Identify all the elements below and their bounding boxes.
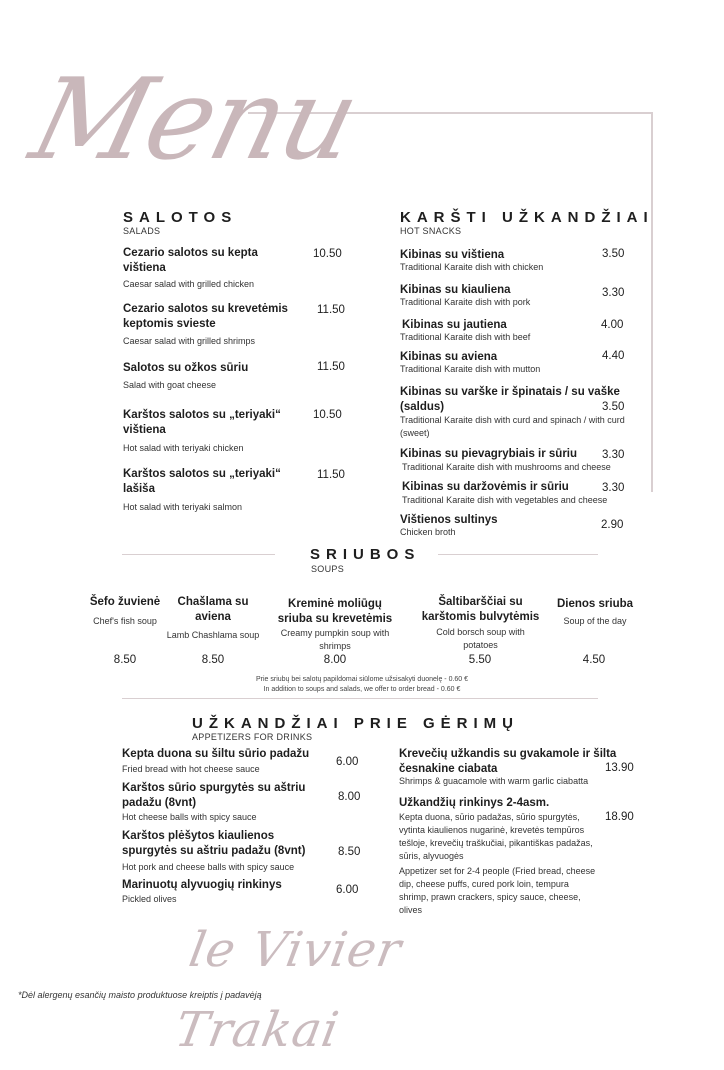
hot-snack-item-desc: Traditional Karaite dish with mutton (400, 364, 541, 374)
soup-item-price: 4.50 (582, 654, 606, 666)
appetizer-item-name: Karštos sūrio spurgytės su aštriu padažu (8vnt) (122, 782, 306, 809)
frame-line-right (651, 112, 653, 492)
appetizers-subtitle: APPETIZERS FOR DRINKS (192, 732, 313, 742)
hot-snack-item-price: 3.50 (602, 401, 625, 413)
salad-item-desc: Salad with goat cheese (123, 380, 217, 390)
hot-snack-item-price: 4.00 (601, 319, 624, 331)
appetizer-item-price: 8.00 (338, 791, 361, 803)
hot-snack-item-desc: Traditional Karaite dish with chicken (400, 262, 544, 272)
soup-item-desc: Soup of the day (563, 616, 627, 626)
hot-snack-item-desc: Traditional Karaite dish with vegetables and cheese (402, 495, 608, 505)
divider-line (122, 554, 275, 555)
salad-item-price: 10.50 (313, 248, 342, 260)
divider-line (122, 698, 598, 699)
soup-item-desc: Lamb Chashlama soup (166, 630, 260, 640)
soup-item-name: Šefo žuvienė (89, 596, 161, 608)
hot-snack-item-desc: Traditional Karaite dish with mushrooms and cheese (402, 462, 611, 472)
soup-item-name: Šaltibarščiai su karštomis bulvytėmis (421, 596, 540, 623)
appetizer-item-desc: Fried bread with hot cheese sauce (122, 764, 260, 774)
appetizers-title: UŽKANDŽIAI PRIE GĖRIMŲ (192, 715, 519, 732)
divider-line (438, 554, 598, 555)
soup-item-name: Dienos sriuba (556, 598, 634, 610)
soup-item-desc: Creamy pumpkin soup with shrimps (280, 628, 390, 651)
hot-snack-item-price: 4.40 (602, 350, 625, 362)
appetizer-item-name: Užkandžių rinkinys 2-4asm. (399, 797, 550, 809)
hot-snack-item-price: 2.90 (601, 519, 624, 531)
salad-item-desc: Hot salad with teriyaki chicken (123, 443, 244, 453)
appetizer-item-name: Marinuotų alyvuogių rinkinys (122, 879, 282, 891)
hot-snacks-title: KARŠTI UŽKANDŽIAI (400, 209, 654, 226)
hot-snack-item-price: 3.50 (602, 248, 625, 260)
hot-snack-item-name: Vištienos sultinys (400, 514, 498, 526)
bread-note-en: In addition to soups and salads, we offer to order bread - 0.60 € (263, 686, 461, 693)
salad-item-name: Karštos salotos su „teriyaki“ lašiša (123, 468, 281, 495)
hot-snack-item-name: Kibinas su pievagrybiais ir sūriu (400, 448, 578, 460)
hot-snack-item-desc: Traditional Karaite dish with beef (400, 332, 531, 342)
brand-logo: le Vivier Trakai (170, 922, 406, 1058)
hot-snack-item-desc: Chicken broth (400, 527, 456, 537)
appetizer-item-desc: Shrimps & guacamole with warm garlic ciabatta (399, 776, 589, 786)
appetizer-item-price: 13.90 (605, 762, 634, 774)
soups-subtitle: SOUPS (311, 564, 345, 574)
salads-title: SALOTOS (123, 209, 238, 226)
appetizer-item-name: Karštos plėšytos kiaulienos spurgytės su aštriu padažu (8vnt) (122, 830, 306, 857)
appetizer-item-desc: Hot cheese balls with spicy sauce (122, 812, 257, 822)
bread-note-lt: Prie sriubų bei salotų papildomai siūlome užsisakyti duonelę - 0.60 € (255, 676, 469, 683)
salads-subtitle: SALADS (123, 226, 161, 236)
salad-item-desc: Caesar salad with grilled shrimps (123, 336, 256, 346)
hot-snack-item-desc: Traditional Karaite dish with curd and spinach / with curd (sweet) (400, 415, 625, 438)
soup-item-price: 8.50 (201, 654, 225, 666)
soup-item-price: 8.00 (323, 654, 347, 666)
appetizer-item-name: Krevečių užkandis su gvakamole ir šilta česnakine ciabata (399, 748, 617, 775)
salad-item-price: 11.50 (317, 361, 345, 373)
hot-snack-item-desc: Traditional Karaite dish with pork (400, 297, 531, 307)
soups-title: SRIUBOS (310, 546, 421, 563)
hot-snack-item-name: Kibinas su jautiena (402, 319, 507, 331)
hot-snack-item-price: 3.30 (602, 482, 625, 494)
soup-item-name: Chašlama su aviena (177, 596, 249, 623)
appetizer-item-desc-en: Appetizer set for 2-4 people (Fried bread, cheese dip, cheese puffs, cured pork loin, tempura shrimp, prawn crackers, spicy sauce, cheese, olives (399, 866, 596, 915)
appetizer-item-desc: Kepta duona, sūrio padažas, sūrio spurgytės, vytinta kiaulienos nugarinė, krevetės tempūros tešloje, krevečių traškučiai, pikantiškas padažas, sūris, alyvuogės (399, 812, 593, 861)
salad-item-name: Karštos salotos su „teriyaki“ vištiena (123, 409, 281, 436)
appetizer-item-price: 6.00 (336, 884, 359, 896)
appetizer-item-price: 18.90 (605, 811, 634, 823)
hot-snack-item-name: Kibinas su aviena (400, 351, 498, 363)
hot-snack-item-price: 3.30 (602, 287, 625, 299)
soup-item-name: Kreminė moliūgų sriuba su krevetėmis (277, 598, 393, 625)
hot-snack-item-price: 3.30 (602, 449, 625, 461)
hot-snack-item-name: Kibinas su vištiena (400, 249, 505, 261)
salad-item-name: Cezario salotos su krevetėmis keptomis svieste (123, 303, 288, 330)
hot-snack-item-name: Kibinas su varške ir špinatais / su vaške (saldus) (400, 386, 620, 413)
allergen-footnote: *Dėl alergenų esančių maisto produktuose kreiptis į padavėją (18, 990, 262, 1000)
soup-item-desc: Cold borsch soup with potatoes (436, 627, 525, 650)
salad-item-price: 10.50 (313, 409, 342, 421)
appetizer-item-price: 6.00 (336, 756, 359, 768)
salad-item-desc: Caesar salad with grilled chicken (123, 279, 255, 289)
appetizer-item-desc: Pickled olives (122, 894, 177, 904)
appetizer-item-name: Kepta duona su šiltu sūrio padažu (122, 748, 310, 760)
salad-item-name: Cezario salotos su kepta vištiena (123, 247, 258, 274)
menu-title: Menu (19, 55, 370, 185)
salad-item-name: Salotos su ožkos sūriu (123, 362, 249, 374)
salad-item-price: 11.50 (317, 469, 345, 481)
hot-snacks-subtitle: HOT SNACKS (400, 226, 462, 236)
hot-snack-item-name: Kibinas su kiauliena (400, 284, 511, 296)
soup-item-price: 8.50 (113, 654, 137, 666)
salad-item-price: 11.50 (317, 304, 345, 316)
soup-item-desc: Chef's fish soup (93, 616, 157, 626)
appetizer-item-price: 8.50 (338, 846, 361, 858)
appetizer-item-desc: Hot pork and cheese balls with spicy sauce (122, 862, 295, 872)
salad-item-desc: Hot salad with teriyaki salmon (123, 502, 243, 512)
hot-snack-item-name: Kibinas su daržovėmis ir sūriu (402, 481, 569, 493)
soup-item-price: 5.50 (468, 654, 492, 666)
